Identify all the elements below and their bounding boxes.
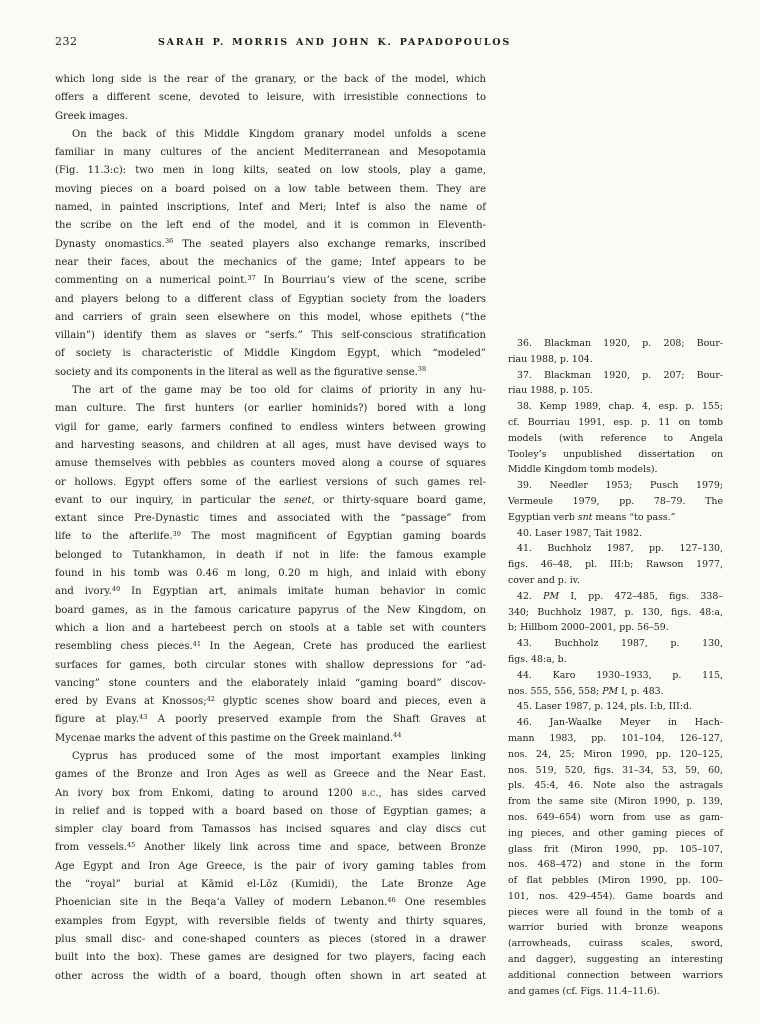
footnote-line <box>508 905 723 921</box>
footnote-line <box>508 810 723 826</box>
text-run: 36. Blackman 1920, p. 208; Bour- <box>517 338 723 349</box>
text-run: and carriers of grain seen elsewhere on this model, whose epithets (“the <box>55 311 486 323</box>
text-run: glyptic scenes show board and pieces, even a <box>214 696 487 708</box>
text-run: means “to pass.” <box>592 511 676 523</box>
text-line <box>55 236 486 254</box>
text-run: One resembles <box>395 897 486 909</box>
text-line <box>55 455 486 473</box>
text-run: (arrowheads, cuirass scales, sword, <box>508 938 723 950</box>
text-run: 44. Karo 1930–1933, p. 115, <box>517 669 723 681</box>
footnote-line <box>508 715 723 731</box>
text-run: simpler clay board from Tamassos has incised squares and clay discs cut <box>55 824 486 836</box>
text-run: Mycenae marks the advent of this pastime on the Greek mainland. <box>55 732 394 744</box>
footnote-line <box>508 636 723 652</box>
italic-text: PM <box>602 685 619 697</box>
text-run: nos. 555, 556, 558; <box>508 685 603 697</box>
footnote-line <box>508 763 723 779</box>
text-run: riau 1988, p. 105. <box>508 385 593 397</box>
text-run: Middle Kingdom tomb models). <box>508 464 658 476</box>
footnote-line <box>508 431 723 447</box>
text-line <box>55 730 486 748</box>
text-line <box>55 949 486 967</box>
text-line <box>55 583 486 601</box>
text-run: , has sides carved <box>378 787 487 799</box>
text-run: warrior buried with bronze weapons <box>508 922 723 934</box>
text-run: society and its components in the literal as well as the figurative sense. <box>55 366 418 378</box>
footnote-marker: 46 <box>387 896 396 905</box>
text-run: Greek images. <box>55 110 129 122</box>
footnote-marker: 39 <box>172 530 181 539</box>
footnote-line <box>508 336 723 352</box>
footnote-line <box>508 794 723 810</box>
text-run: On the back of this Middle Kingdom granary model unfolds a scene <box>72 128 486 140</box>
text-line <box>55 419 486 437</box>
text-run: of society is characteristic of Middle Kingdom Egypt, which “modeled” <box>55 348 486 360</box>
footnote-line <box>508 352 723 368</box>
text-line <box>55 693 486 711</box>
text-run: moving pieces on a board poised on a low table between them. They are <box>55 183 486 195</box>
text-line <box>55 108 486 126</box>
text-run: 340; Buchholz 1987, p. 130, figs. 48:a, <box>508 606 723 618</box>
text-run: Another likely link across time and space, between Bronze <box>135 842 486 854</box>
footnote-line <box>508 415 723 431</box>
text-line <box>55 162 486 180</box>
text-run: Vermeule 1979, pp. 78–79. The <box>508 495 723 507</box>
text-run: Dynasty onomastics. <box>55 238 165 250</box>
text-run: nos. 24, 25; Miron 1990, pp. 120–125, <box>508 748 723 760</box>
footnote-line <box>508 778 723 794</box>
text-run: nos. 519, 520, figs. 31–34, 53, 59, 60, <box>508 764 723 776</box>
footnote-line <box>508 462 723 478</box>
text-run: 41. Buchholz 1987, pp. 127–130, <box>517 543 723 555</box>
text-line <box>55 766 486 784</box>
text-run: and games (cf. Figs. 11.4–11.6). <box>508 985 660 997</box>
footnote-marker: 40 <box>111 585 121 594</box>
text-run: or thirty-square board game, <box>314 494 486 506</box>
footnote-line <box>508 889 723 905</box>
text-run: which a lion and a hartebeest perch on stools at a table set with counters <box>55 622 486 634</box>
footnote-marker: 43 <box>138 713 148 722</box>
footnote-line <box>508 842 723 858</box>
text-line <box>55 638 486 656</box>
text-run: The art of the game may be too old for claims of priority in any hu- <box>72 385 486 397</box>
text-run: 101, nos. 429–454). Game boards and <box>508 890 723 902</box>
text-line <box>55 858 486 876</box>
footnote-line <box>508 478 723 494</box>
text-run: the “royal” burial at Kāmid el-Lōz (Kumidi), the Late Bronze Age <box>55 879 486 891</box>
text-line <box>55 199 486 217</box>
text-line <box>55 382 486 400</box>
text-line <box>55 803 486 821</box>
footnote-line <box>508 684 723 700</box>
text-line <box>55 894 486 912</box>
text-run: amuse themselves with pebbles as counters moved along a course of squares <box>55 458 486 470</box>
text-run: ered by Evans at Knossos; <box>55 696 207 708</box>
text-run: and dagger), suggesting an interesting <box>508 954 723 966</box>
text-run: additional connection between warriors <box>508 969 723 981</box>
text-run: 38. Kemp 1989, chap. 4, esp. p. 155; <box>517 401 723 413</box>
text-run: surfaces for games, both circular stones with shallow depressions for “ad- <box>55 659 486 671</box>
text-run: resembling chess pieces. <box>55 641 193 653</box>
footnote-marker: 44 <box>393 731 402 740</box>
text-run: in relief and is topped with a board based on those of Egyptian games; a <box>55 805 486 817</box>
text-line <box>55 327 486 345</box>
text-line <box>55 254 486 272</box>
footnote-line <box>508 920 723 936</box>
footnote-marker: 42 <box>206 694 215 703</box>
text-run: figs. 48:a, b. <box>508 653 567 665</box>
text-run: 45. Laser 1987, p. 124, pls. I:b, III:d. <box>517 701 693 713</box>
text-run: 42. <box>517 590 544 602</box>
text-line <box>55 620 486 638</box>
footnote-line <box>508 668 723 684</box>
text-run: pieces were all found in the tomb of a <box>508 906 723 918</box>
footnote-line <box>508 526 723 542</box>
text-run: board games, as in the famous caricature papyrus of the New Kingdom, on <box>55 604 486 616</box>
text-run: evant to our inquiry, in particular the <box>55 494 284 506</box>
text-line <box>55 913 486 931</box>
text-line <box>55 272 486 290</box>
text-run: from the same site (Miron 1990, p. 139, <box>508 796 723 808</box>
page-number: 232 <box>55 35 78 48</box>
text-line <box>55 345 486 363</box>
text-run: cf. Bourriau 1991, esp. p. 11 on tomb <box>508 416 723 428</box>
footnote-line <box>508 699 723 715</box>
text-run: extant since Pre-Dynastic times and associated with the “passage” from <box>55 513 486 525</box>
text-line <box>55 400 486 418</box>
text-run: which long side is the rear of the granary, or the back of the model, which <box>55 74 486 85</box>
footnote-marker: 37 <box>247 273 256 282</box>
text-run: mann 1983, pp. 101–104, 126–127, <box>508 732 723 744</box>
text-run: the scribe on the left end of the model, and it is common in Eleventh- <box>55 220 486 232</box>
text-run: life to the afterlife. <box>55 531 173 543</box>
text-run: familiar in many cultures of the ancient Mediterranean and Mesopotamia <box>55 147 486 159</box>
footnote-line <box>508 494 723 510</box>
footnote-line <box>508 605 723 621</box>
text-run: I, p. 483. <box>618 685 664 697</box>
footnote-line <box>508 383 723 399</box>
footnote-line <box>508 368 723 384</box>
text-line <box>55 528 486 546</box>
text-run: vigil for game, early farmers confined to endless winters between growing <box>55 421 486 433</box>
main-text-column <box>55 71 486 986</box>
footnote-line <box>508 541 723 557</box>
text-line <box>55 821 486 839</box>
footnote-marker: 45 <box>126 841 136 850</box>
text-run: glass frit (Miron 1990, pp. 105–107, <box>508 843 723 855</box>
text-run: 39. Needler 1953; Pusch 1979; <box>517 480 723 492</box>
text-run: man culture. The first hunters (or earlier hominids?) bored with a long <box>55 403 486 415</box>
text-run: figure at play. <box>55 714 139 726</box>
footnote-line <box>508 620 723 636</box>
text-run: commenting on a numerical point. <box>55 275 248 287</box>
text-line <box>55 711 486 729</box>
text-run: found in his tomb was 0.46 m long, 0.20 m high, and inlaid with ebony <box>55 568 486 580</box>
footnote-line <box>508 747 723 763</box>
footnote-marker: 41 <box>192 639 202 648</box>
text-run: 40. Laser 1987, Tait 1982. <box>517 527 643 539</box>
text-run: models (with reference to Angela <box>508 432 723 444</box>
text-run: Egyptian verb <box>508 511 578 523</box>
text-line <box>55 565 486 583</box>
text-line <box>55 657 486 675</box>
text-line <box>55 71 486 89</box>
text-run: An ivory box from Enkomi, dating to around 1200 <box>55 787 362 799</box>
footnote-line <box>508 510 723 526</box>
footnote-line <box>508 857 723 873</box>
footnote-line <box>508 573 723 589</box>
footnote-line <box>508 589 723 605</box>
text-line <box>55 602 486 620</box>
text-run: plus small disc- and cone-shaped counters as pieces (stored in a drawer <box>55 933 486 945</box>
text-run: villain”) identify them as slaves or “serfs.” This self-conscious stratification <box>55 330 486 342</box>
text-run: named, in painted inscriptions, Intef and Meri; Intef is also the name of <box>55 202 486 214</box>
footnote-line <box>508 731 723 747</box>
text-run: 46. Jan-Waalke Meyer in Hach- <box>517 717 723 729</box>
text-run: cover and p. iv. <box>508 574 580 586</box>
text-run: of flat pebbles (Miron 1990, pp. 100– <box>508 875 723 887</box>
text-run: In the Aegean, Crete has produced the earliest <box>201 641 486 653</box>
text-line <box>55 876 486 894</box>
text-run: Age Egypt and Iron Age Greece, is the pair of ivory gaming tables from <box>55 860 486 872</box>
text-run: (Fig. 11.3:c): two men in long kilts, seated on low stools, play a game, <box>55 165 486 177</box>
footnote-marker: 36 <box>164 237 174 246</box>
text-line <box>55 181 486 199</box>
text-run: and harvesting seasons, and children at all ages, must have devised ways to <box>55 439 486 451</box>
text-line <box>55 547 486 565</box>
text-run: near their faces, about the mechanics of the game; Intef appears to be <box>55 256 486 268</box>
footnote-line <box>508 557 723 573</box>
text-run: 43. Buchholz 1987, p. 130, <box>517 638 723 650</box>
text-run: other across the width of a board, though often shown in art seated at <box>55 970 486 982</box>
text-run: nos. 468–472) and stone in the form <box>508 859 723 871</box>
text-line <box>55 748 486 766</box>
text-run: pls. 45:4, 46. Note also the astragals <box>508 780 723 792</box>
text-run: vancing” stone counters and the elaborately inlaid “gaming board” discov- <box>55 677 486 689</box>
text-line <box>55 89 486 107</box>
text-line <box>55 437 486 455</box>
text-run: b; Hillbom 2000–2001, pp. 56–59. <box>508 622 669 634</box>
text-line <box>55 968 486 986</box>
small-caps-text: b.c. <box>361 787 379 799</box>
text-run: belonged to Tutankhamon, in death if not in life: the famous example <box>55 549 486 561</box>
italic-text: snt <box>577 511 593 523</box>
text-run: 37. Blackman 1920, p. 207; Bour- <box>517 369 723 381</box>
text-run: A poorly preserved example from the Shaft Graves at <box>147 714 487 726</box>
text-line <box>55 126 486 144</box>
italic-text: PM <box>543 590 560 602</box>
footnote-line <box>508 826 723 842</box>
text-line <box>55 675 486 693</box>
text-run: from vessels. <box>55 842 127 854</box>
text-run: and players belong to a different class of Egyptian society from the loaders <box>55 293 486 305</box>
footnote-marker: 38 <box>417 365 427 374</box>
text-run: Phoenician site in the Beqa‘a Valley of modern Lebanon. <box>55 897 388 909</box>
text-line <box>55 144 486 162</box>
text-run: In Bourriau’s view of the scene, scribe <box>255 275 486 287</box>
text-line <box>55 510 486 528</box>
footnotes-column <box>508 336 723 999</box>
text-line <box>55 291 486 309</box>
text-run: I, pp. 472–485, figs. 338– <box>559 590 724 602</box>
running-head: SARAH P. MORRIS AND JOHN K. PAPADOPOULOS <box>158 37 512 48</box>
text-run: In Egyptian art, animals imitate human behavior in comic <box>120 586 486 598</box>
footnote-line <box>508 447 723 463</box>
text-line <box>55 217 486 235</box>
text-line <box>55 931 486 949</box>
text-run: examples from Egypt, with reversible fields of twenty and thirty squares, <box>55 915 486 927</box>
text-run: figs. 46–48, pl. III:b; Rawson 1977, <box>508 559 723 571</box>
text-line <box>55 492 486 510</box>
text-run: games of the Bronze and Iron Ages as well as Greece and the Near East. <box>55 769 486 781</box>
text-run: The seated players also exchange remarks, inscribed <box>173 238 486 250</box>
text-run: and ivory. <box>55 586 112 598</box>
text-run: riau 1988, p. 104. <box>508 353 593 365</box>
text-line <box>55 839 486 857</box>
text-line <box>55 785 486 803</box>
text-run: built into the box). These games are designed for two players, facing each <box>55 952 486 964</box>
text-run: ing pieces, and other gaming pieces of <box>508 827 723 839</box>
text-run: Tooley’s unpublished dissertation on <box>508 448 723 460</box>
text-run: The most magnificent of Egyptian gaming boards <box>180 531 486 543</box>
italic-text: senet, <box>284 494 315 506</box>
footnote-line <box>508 984 723 1000</box>
text-line <box>55 364 486 382</box>
text-run: or hollows. Egypt offers some of the earliest versions of such games rel- <box>55 476 486 488</box>
text-line <box>55 474 486 492</box>
text-run: offers a different scene, devoted to leisure, with irresistible connections to <box>55 92 486 104</box>
text-run: Cyprus has produced some of the most important examples linking <box>72 750 486 762</box>
footnote-line <box>508 873 723 889</box>
footnote-line <box>508 399 723 415</box>
text-line <box>55 309 486 327</box>
footnote-line <box>508 968 723 984</box>
text-run: nos. 649–654) worn from use as gam- <box>508 811 723 823</box>
footnote-line <box>508 936 723 952</box>
footnote-line <box>508 952 723 968</box>
footnote-line <box>508 652 723 668</box>
